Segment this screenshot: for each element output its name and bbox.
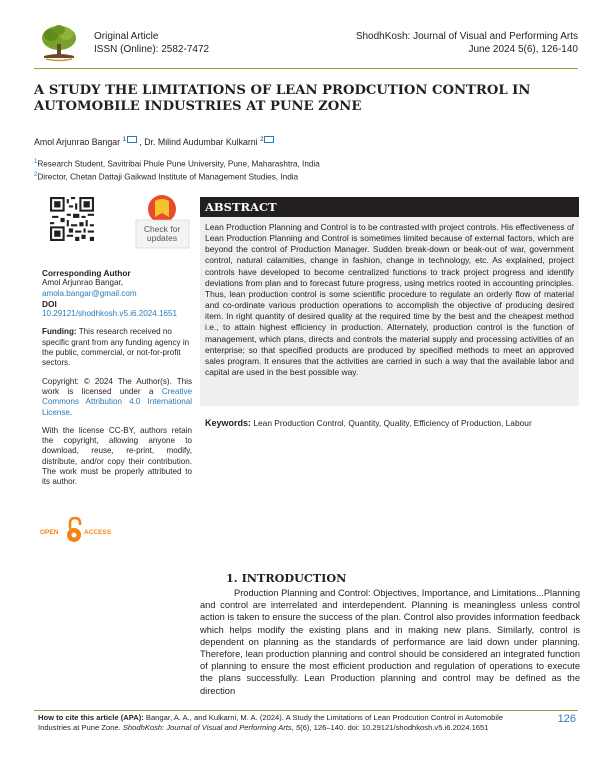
footer-divider [34,710,578,711]
author-2-sup: 2 [260,137,264,143]
keywords-label: Keywords: [205,418,252,428]
affiliation-item: $^2$Director, Chetan Dattaji Gaikwad Institute of Management Studies, India [34,171,299,182]
abstract-heading: ABSTRACT [200,197,579,217]
keywords [205,418,575,429]
qr-code-icon [50,197,94,241]
open-access-logo: OPEN ACCESS [40,517,120,547]
keywords-text: Lean Production Control, Quantity, Quality, Efficiency of Production, Labour [251,418,532,428]
page-header [34,24,578,64]
article-type: Original Article [94,31,159,42]
email-envelope-icon[interactable] [127,136,137,143]
doi-link[interactable]: 10.29121/shodhkosh.v5.i6.2024.1651 [42,309,178,319]
page-number: 126 [557,713,576,725]
corresponding-author-block [42,268,192,319]
issue-info: June 2024 5(6), 126-140 [468,44,578,55]
corresponding-author-email[interactable]: amola.bangar@gmail.com [42,288,137,298]
journal-name: ShodhKosh: Journal of Visual and Performing Arts [355,31,578,42]
issn: ISSN (Online): 2582-7472 [94,44,210,55]
funding-block: Funding: This research received no specific grant from any funding agency in the public, commercial, or not-for-profit sectors. [42,327,190,368]
affiliation-item: $^1$Research Student, Savitribai Phule Pune University, Pune, Maharashtra, India [34,159,320,169]
corresponding-author-heading: Corresponding Author [42,268,131,278]
header-journal-block [356,30,578,56]
doi-heading: DOI [42,298,57,309]
article-title: A STUDY THE LIMITATIONS OF LEAN PRODCUTION CONTROL IN AUTOMOBILE INDUSTRIES AT PUNE ZONE [34,83,531,114]
copyright-block: Copyright: © 2024 The Author(s). This work is licensed under a Creative Commons Attribution 4.0 International License. [42,376,192,417]
affiliations [34,157,320,182]
journal-logo-icon [34,24,84,62]
abstract-body: Lean Production Planning and Control is to be contrasted with project controls. His effectiveness of Lean Production Planning and Control is sometimes limited because of external factors, which are beyond the control of Production Manager. Sudden break-down or beak-out of war, government control, natural calamities, change in fashion, change in technology, etc. As explained, project controls have developed to become centralized functions to track project progress and identify deviations from plan and to forecast future progress, using metrics rooted in accounting principles. Thus, lean production control is some scientific procedure to regulate an orderly flow of material and co-ordinate various production operations to accomplish the objective of producing desired item. In right quantity of desired quality at the required time by the best and the cheapest method i.e., to attain highest efficiency in production. Alternately, production control is the function of management, which plans, directs and controls the material supply and processing activities of an enterprise; so that specified products are produced by specified methods to meet an approved sales program. It ensures that the activities are carried in such a way that the available labor and capital are used in the best possible way. [200,217,579,406]
author-1-sup: 1 [122,137,126,143]
check-for-updates-label[interactable]: Check for updates [143,224,181,243]
author-line [34,134,274,148]
header-issn-block [94,30,209,56]
article-sidebar [42,268,192,496]
corresponding-author-name: Amol Arjunrao Bangar, [42,278,123,288]
email-envelope-icon[interactable] [264,136,274,143]
citation-footer: How to cite this article (APA): Bangar, A. A., and Kulkarni, M. A. (2024). A Study the Limitations of Lean Prodcution Control in Automobile Industries at Pune Zone. ShodhKosh: Journal of Visual and Performing Arts, 5(6), 126–140. doi: 10.29121/shodhkosh.v5.i6.2024.1651 [38,713,503,732]
introduction-heading: 1. INTRODUCTION [226,571,347,585]
license-note: With the license CC-BY, authors retain the copyright, allowing anyone to download, reuse, re-print, modify, distribute, and/or copy their contribution. The work must be properly attributed to its author. [42,425,192,487]
license-link[interactable]: Creative Commons Attribution 4.0 International License [42,386,192,417]
author-2-name: , Dr. Milind Audumbar Kulkarni [139,136,258,147]
open-lock-icon [66,517,82,543]
author-1-name: Amol Arjunrao Bangar [34,136,121,147]
introduction-body: Production Planning and Control: Objectives, Importance, and Limitations...Planning and control are interrelated and interdependent. Planning is meaningless unless control action is taken to ensure the success of the plan. Control also provides information feedback which helps modify the existing plans and in making new plans. Similarly, control is dependent on planning as the standards of performance are laid down under planning. Therefore, lean production planning and control should be considered an integrated function of planning to ensure the most efficient production and regulation of operations to execute the plans successfully. Lean Production planning and control may be defined as the direction [200,588,580,696]
header-divider [34,68,578,69]
